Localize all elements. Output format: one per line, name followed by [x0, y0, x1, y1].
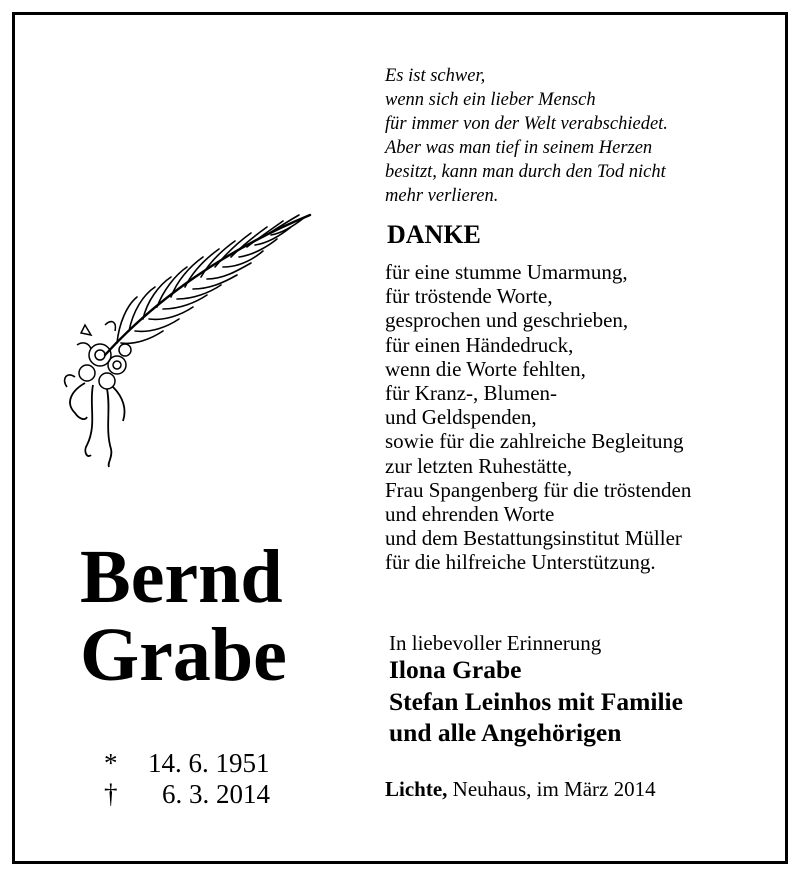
memorial-quote — [385, 64, 668, 208]
thanks-line: Frau Spangenberg für die tröstenden — [385, 477, 692, 502]
quote-line: Aber was man tief in seinem Herzen — [385, 138, 653, 158]
thanks-line: wenn die Worte fehlten, — [385, 356, 586, 381]
quote-line: Es ist schwer, — [385, 66, 486, 86]
thanks-line: für eine stumme Umarmung, — [385, 260, 628, 284]
last-name: Grabe — [80, 613, 287, 697]
thanks-line: und Geldspenden, — [385, 405, 537, 430]
thanks-heading: DANKE — [387, 220, 481, 249]
thanks-line: für tröstende Worte, — [385, 284, 553, 309]
thanks-line: sowie für die zahlreiche Begleitung — [385, 429, 684, 454]
quote-line: mehr verlieren. — [385, 186, 499, 206]
place-rest: Neuhaus, im März 2014 — [447, 777, 656, 801]
quote-line: wenn sich ein lieber Mensch — [385, 90, 596, 110]
signer-line: Ilona Grabe — [389, 655, 522, 684]
place-and-date — [385, 776, 656, 802]
signer-line: und alle Angehörigen — [389, 718, 622, 747]
thanks-list — [385, 260, 691, 575]
quote-line: für immer von der Welt verabschiedet. — [385, 114, 668, 134]
signers-list — [389, 654, 683, 749]
thanks-line: gesprochen und geschrieben, — [385, 308, 629, 333]
thanks-line: für die hilfreiche Unterstützung. — [385, 550, 656, 575]
feather-icon — [105, 215, 310, 355]
thanks-line: und ehrenden Worte — [385, 502, 555, 527]
feather-illustration — [55, 205, 315, 470]
place-town: Lichte, — [385, 777, 448, 801]
deceased-name — [80, 535, 287, 697]
quote-line: besitzt, kann man durch den Tod nicht — [385, 162, 666, 182]
birth-symbol: * — [104, 748, 118, 778]
signer-line: Stefan Leinhos mit Familie — [389, 686, 683, 716]
closing-phrase: In liebevoller Erinnerung — [389, 631, 602, 655]
thanks-line: für einen Händedruck, — [385, 332, 574, 357]
death-row — [104, 779, 270, 810]
thanks-line: für Kranz-, Blumen- — [385, 381, 558, 406]
first-name: Bernd — [80, 535, 283, 619]
death-symbol: † — [104, 779, 118, 809]
thanks-line: zur letzten Ruhestätte, — [385, 453, 573, 478]
birth-row — [104, 748, 270, 779]
life-dates — [104, 748, 270, 810]
death-date: 6. 3. 2014 — [162, 779, 270, 809]
birth-date: 14. 6. 1951 — [148, 748, 270, 778]
thanks-line: und dem Bestattungsinstitut Müller — [385, 526, 682, 551]
